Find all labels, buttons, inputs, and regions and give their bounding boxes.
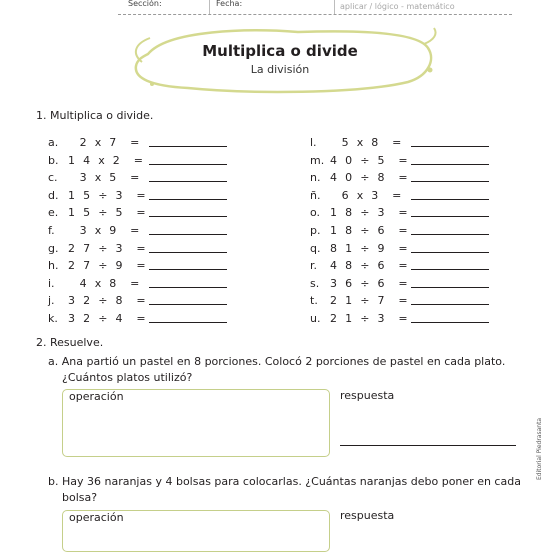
exercise-expression: 3 x 9 = bbox=[68, 224, 142, 237]
exercise-letter: c. bbox=[48, 171, 58, 185]
exercise-expression: 6 x 3 = bbox=[330, 188, 404, 202]
exercise-row bbox=[48, 171, 238, 188]
exercise-letter: b. bbox=[48, 153, 59, 167]
problem-b-respuesta-label: respuesta bbox=[340, 509, 395, 522]
exercise-letter: k. bbox=[48, 312, 58, 325]
answer-blank[interactable] bbox=[411, 322, 489, 323]
problem-a-operation-box[interactable] bbox=[62, 389, 330, 457]
exercise-letter: j. bbox=[48, 294, 55, 308]
answer-blank[interactable] bbox=[411, 164, 489, 165]
section-2-heading: 2. Resuelve. bbox=[36, 336, 104, 349]
skill-tag: aplicar / lógico - matemático bbox=[340, 2, 455, 11]
answer-blank[interactable] bbox=[411, 304, 489, 305]
answer-blank[interactable] bbox=[411, 234, 489, 235]
exercise-expression: 3 2 ÷ 8 = bbox=[68, 294, 148, 308]
exercise-row bbox=[48, 294, 238, 311]
answer-blank[interactable] bbox=[411, 146, 489, 147]
exercise-letter: h. bbox=[48, 259, 59, 273]
exercise-expression: 4 8 ÷ 6 = bbox=[330, 259, 410, 273]
seccion-label: Sección: bbox=[128, 0, 162, 8]
exercise-row bbox=[310, 224, 500, 241]
exercise-expression: 2 1 ÷ 3 = bbox=[330, 312, 410, 325]
header-divider bbox=[334, 0, 335, 14]
exercise-expression: 2 7 ÷ 9 = bbox=[68, 259, 148, 273]
exercise-expression: 8 1 ÷ 9 = bbox=[330, 241, 410, 255]
answer-blank[interactable] bbox=[149, 199, 227, 200]
publisher-credit: Editorial Piedrasanta bbox=[536, 417, 543, 480]
exercise-letter: i. bbox=[48, 276, 55, 290]
exercise-expression: 5 x 8 = bbox=[330, 136, 404, 149]
exercise-letter: f. bbox=[48, 224, 55, 237]
exercise-expression: 2 1 ÷ 7 = bbox=[330, 294, 410, 308]
exercise-row bbox=[310, 136, 500, 153]
problem-a-respuesta-label: respuesta bbox=[340, 389, 395, 402]
exercise-row bbox=[48, 189, 238, 206]
page-title: Multiplica o divide bbox=[202, 42, 358, 60]
exercise-row bbox=[48, 259, 238, 276]
exercise-letter: r. bbox=[310, 259, 318, 273]
answer-blank[interactable] bbox=[411, 269, 489, 270]
exercise-letter: m. bbox=[310, 153, 325, 167]
exercise-row bbox=[310, 277, 500, 294]
exercise-row bbox=[48, 242, 238, 259]
exercise-row bbox=[48, 154, 238, 171]
exercise-expression: 1 4 x 2 = bbox=[68, 153, 146, 167]
header-rule bbox=[118, 14, 512, 15]
exercise-letter: g. bbox=[48, 241, 59, 255]
answer-blank[interactable] bbox=[411, 252, 489, 253]
exercise-expression: 2 7 ÷ 3 = bbox=[68, 241, 148, 255]
answer-blank[interactable] bbox=[149, 269, 227, 270]
fecha-label: Fecha: bbox=[216, 0, 243, 8]
problem-b-operation-box[interactable] bbox=[62, 510, 330, 552]
exercise-letter: a. bbox=[48, 136, 59, 149]
exercise-row bbox=[310, 189, 500, 206]
exercise-expression: 3 2 ÷ 4 = bbox=[68, 312, 148, 325]
exercise-letter: d. bbox=[48, 188, 59, 202]
answer-blank[interactable] bbox=[149, 164, 227, 165]
exercise-row bbox=[48, 277, 238, 294]
answer-blank[interactable] bbox=[149, 252, 227, 253]
exercise-expression: 1 5 ÷ 5 = bbox=[68, 206, 148, 220]
exercise-row bbox=[310, 259, 500, 276]
answer-blank[interactable] bbox=[149, 146, 227, 147]
answer-blank[interactable] bbox=[149, 216, 227, 217]
exercise-row bbox=[48, 136, 238, 153]
title-splash-shape bbox=[128, 24, 440, 96]
exercise-expression: 4 0 ÷ 8 = bbox=[330, 171, 410, 185]
exercise-row bbox=[310, 154, 500, 171]
exercise-letter: n. bbox=[310, 171, 321, 185]
section-1-heading: 1. Multiplica o divide. bbox=[36, 109, 154, 122]
exercise-expression: 4 x 8 = bbox=[68, 276, 142, 290]
answer-blank[interactable] bbox=[411, 216, 489, 217]
problem-b-question: bolsa? bbox=[62, 491, 98, 504]
exercise-expression: 3 x 5 = bbox=[68, 171, 142, 185]
exercise-expression: 4 0 ÷ 5 = bbox=[330, 153, 410, 167]
exercise-row bbox=[310, 294, 500, 311]
answer-blank[interactable] bbox=[149, 181, 227, 182]
exercise-letter: u. bbox=[310, 312, 321, 325]
exercise-letter: t. bbox=[310, 294, 318, 308]
exercise-row bbox=[48, 224, 238, 241]
operacion-label: operación bbox=[69, 511, 124, 524]
exercise-row bbox=[48, 312, 238, 329]
exercise-expression: 1 8 ÷ 3 = bbox=[330, 206, 410, 220]
exercise-row bbox=[310, 171, 500, 188]
problem-a-text: a. Ana partió un pastel en 8 porciones. Colocó 2 porciones de pastel en cada plato. bbox=[48, 355, 506, 368]
exercise-letter: q. bbox=[310, 241, 321, 255]
problem-a-question: ¿Cuántos platos utilizó? bbox=[62, 371, 193, 384]
header-divider bbox=[209, 0, 210, 14]
answer-blank[interactable] bbox=[411, 199, 489, 200]
operacion-label: operación bbox=[69, 390, 124, 403]
exercise-expression: 1 8 ÷ 6 = bbox=[330, 224, 410, 237]
answer-blank[interactable] bbox=[149, 234, 227, 235]
exercise-row bbox=[48, 206, 238, 223]
answer-blank[interactable] bbox=[149, 322, 227, 323]
exercise-letter: ñ. bbox=[310, 188, 321, 202]
problem-b-text: b. Hay 36 naranjas y 4 bolsas para colocarlas. ¿Cuántas naranjas debo poner en cada bbox=[48, 475, 521, 488]
page-subtitle: La división bbox=[250, 63, 310, 76]
exercise-row bbox=[310, 206, 500, 223]
answer-blank[interactable] bbox=[411, 287, 489, 288]
exercise-expression: 3 6 ÷ 6 = bbox=[330, 276, 410, 290]
problem-a-answer-line[interactable] bbox=[340, 445, 516, 446]
answer-blank[interactable] bbox=[149, 304, 227, 305]
exercise-letter: p. bbox=[310, 224, 321, 237]
exercise-letter: l. bbox=[310, 136, 317, 149]
exercise-expression: 1 5 ÷ 3 = bbox=[68, 188, 148, 202]
exercise-letter: o. bbox=[310, 206, 321, 220]
exercise-expression: 2 x 7 = bbox=[68, 136, 142, 149]
exercise-row bbox=[310, 312, 500, 329]
exercise-letter: e. bbox=[48, 206, 59, 220]
exercise-row bbox=[310, 242, 500, 259]
answer-blank[interactable] bbox=[411, 181, 489, 182]
answer-blank[interactable] bbox=[149, 287, 227, 288]
exercise-letter: s. bbox=[310, 276, 320, 290]
